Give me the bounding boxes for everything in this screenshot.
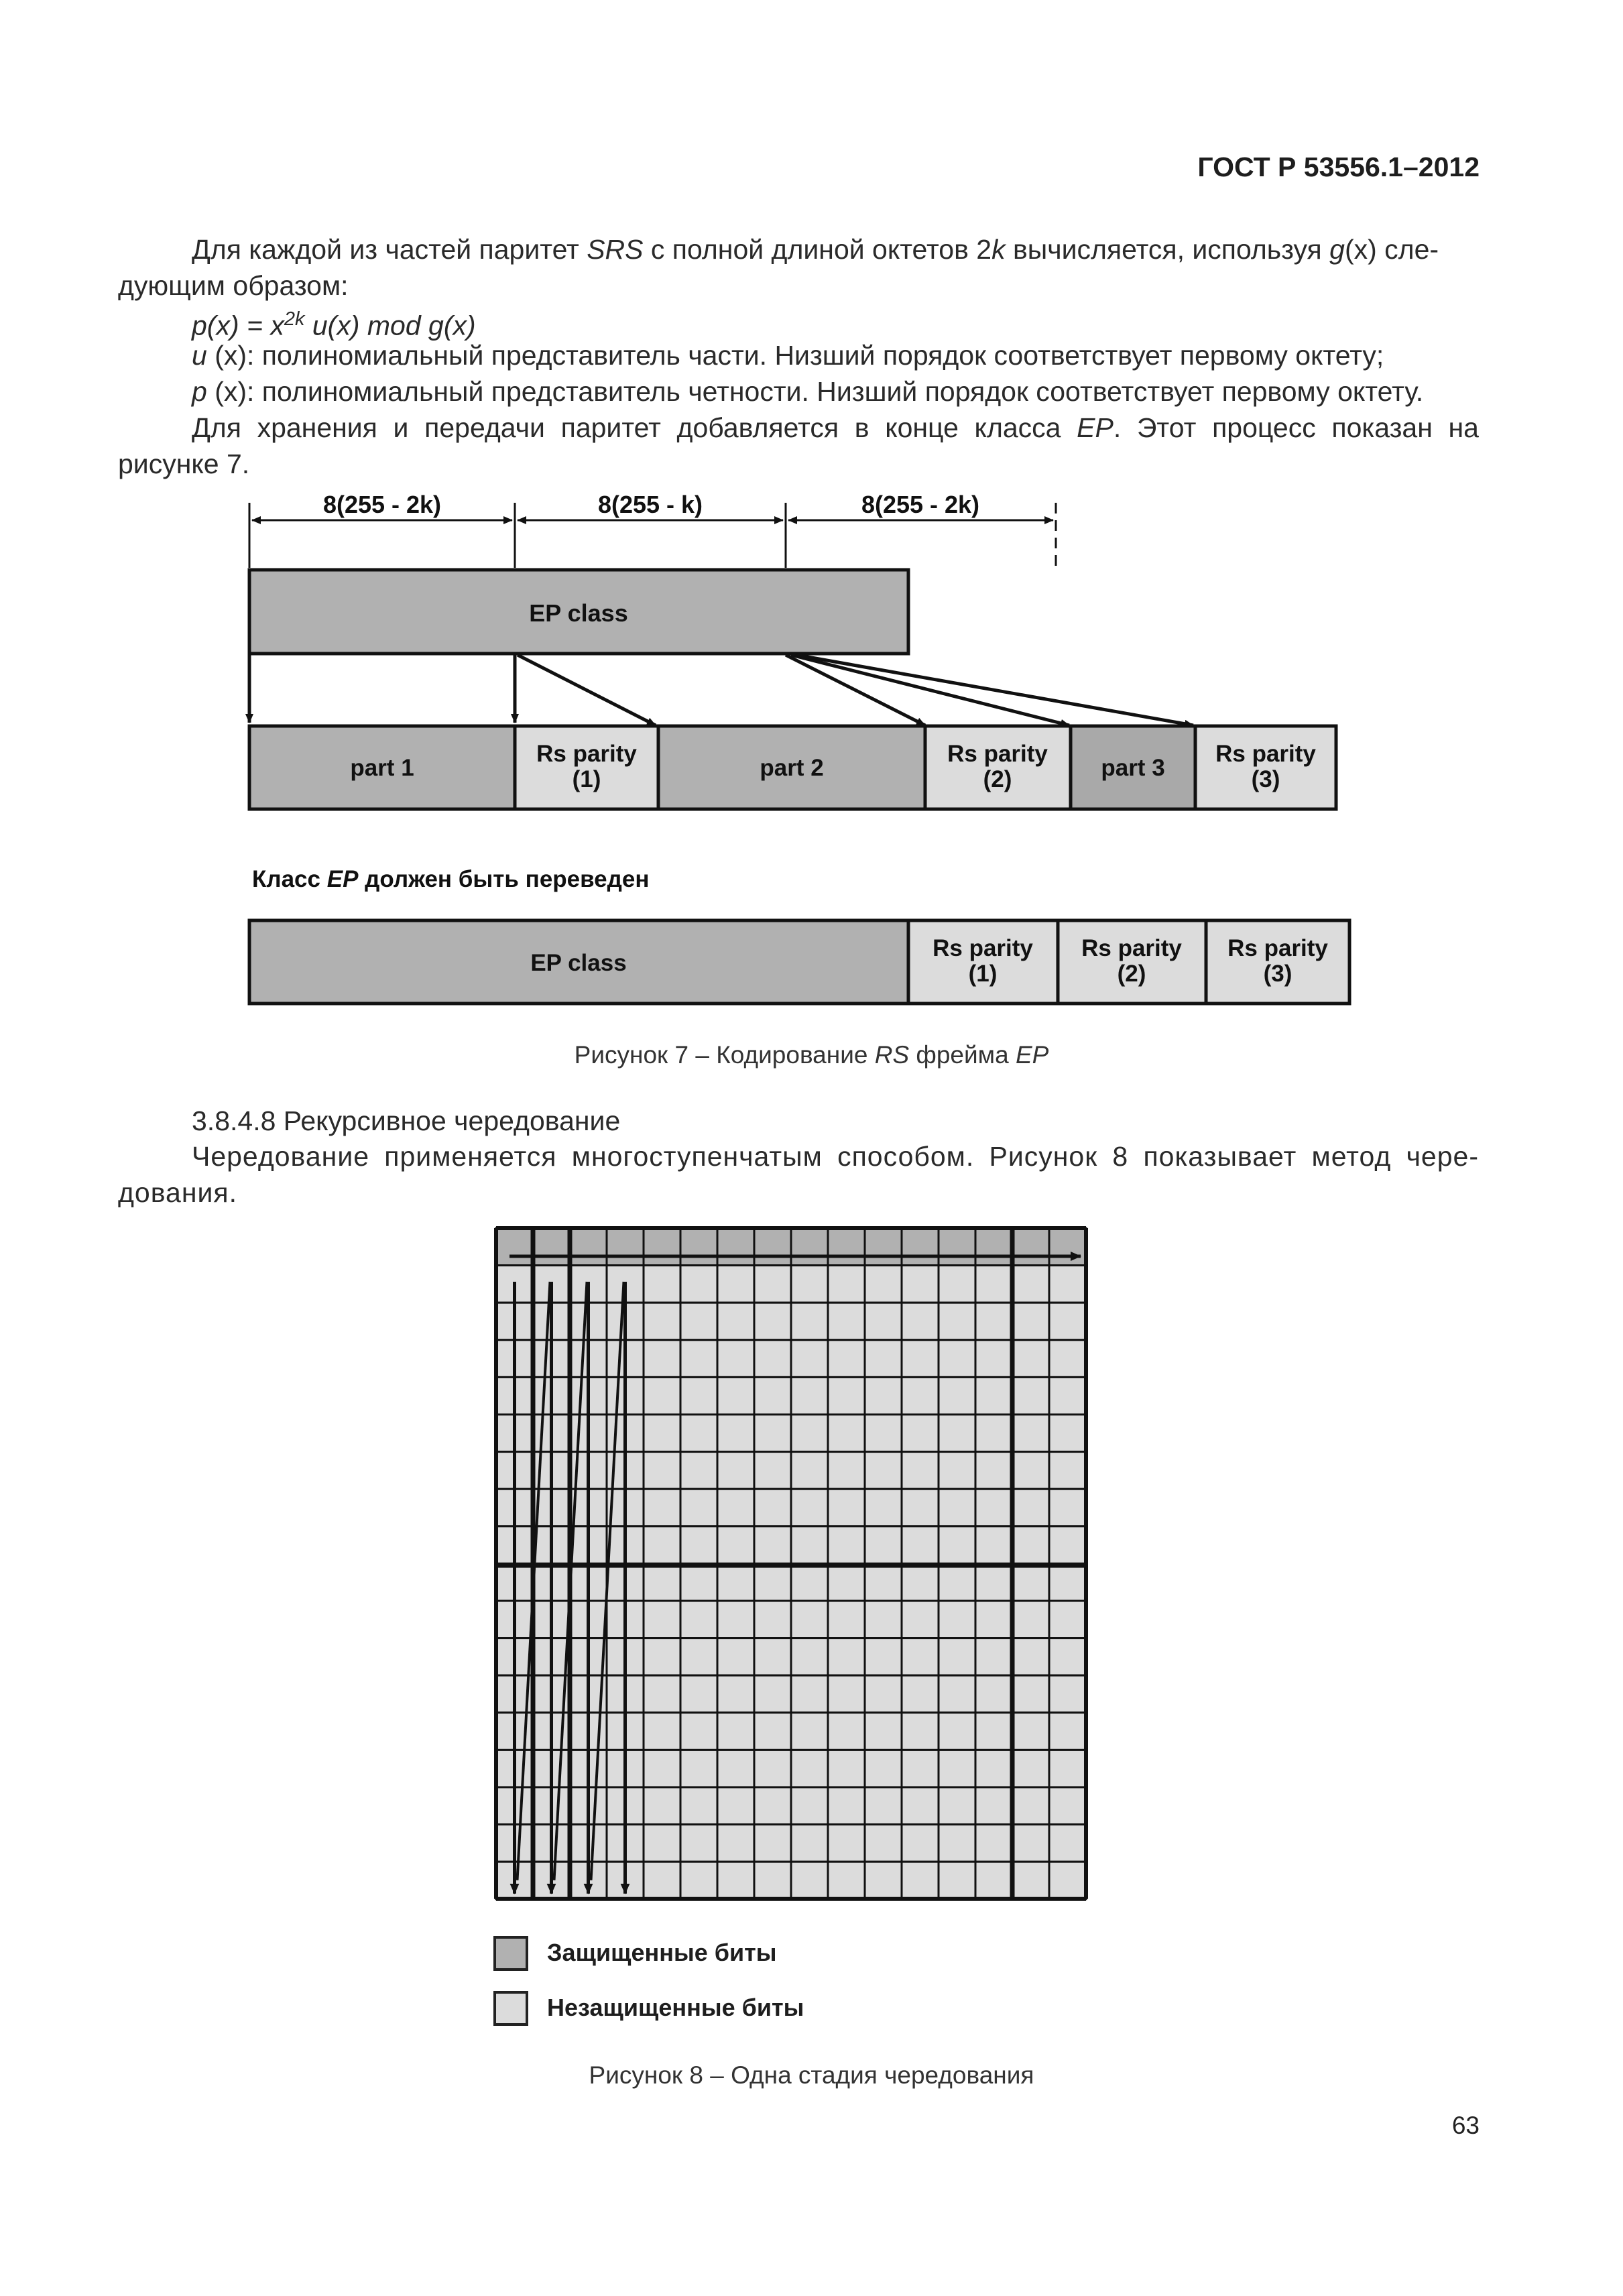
grid-cell xyxy=(1012,1266,1049,1303)
grid-cell xyxy=(902,1638,939,1676)
grid-cell xyxy=(865,1675,902,1713)
grid-cell xyxy=(865,1452,902,1490)
legend-unprotected-label: Незащищенные биты xyxy=(547,1994,804,2021)
caption-text: Рисунок 7 – Кодирование xyxy=(574,1041,875,1069)
grid-cell xyxy=(975,1862,1012,1899)
grid-cell xyxy=(754,1452,791,1490)
grid-cell xyxy=(828,1303,865,1340)
grid-cell xyxy=(865,1526,902,1564)
grid-cell xyxy=(1049,1750,1086,1787)
grid-cell xyxy=(1012,1377,1049,1414)
grid-cell xyxy=(1049,1862,1086,1899)
legend-protected-swatch xyxy=(493,1936,528,1971)
p-def-text: (x): полиномиальный представитель четности. Низший порядок соответствует первому октету. xyxy=(206,376,1424,407)
figure-7-diagram xyxy=(0,0,1623,1086)
grid-cell xyxy=(754,1489,791,1526)
ep-class-label: EP class xyxy=(529,599,628,627)
grid-cell xyxy=(902,1489,939,1526)
grid-cell xyxy=(975,1489,1012,1526)
grid-cell xyxy=(1012,1563,1049,1601)
grid-cell xyxy=(939,1563,975,1601)
section-text-line-2: дования. xyxy=(118,1177,237,1208)
grid-cell xyxy=(680,1862,717,1899)
grid-cell xyxy=(791,1414,828,1452)
grid-cell xyxy=(680,1750,717,1787)
grid-cell xyxy=(975,1228,1012,1266)
grid-cell xyxy=(1012,1526,1049,1564)
grid-cell xyxy=(975,1825,1012,1862)
intro-text: Для каждой из частей паритет xyxy=(192,234,587,265)
grid-cell xyxy=(1012,1303,1049,1340)
grid-cell xyxy=(975,1601,1012,1638)
grid-cell xyxy=(902,1340,939,1378)
grid-cell xyxy=(1049,1713,1086,1750)
grid-cell xyxy=(902,1228,939,1266)
intro-text: с полной длиной октетов 2 xyxy=(643,234,992,265)
grid-cell xyxy=(791,1675,828,1713)
grid-cell xyxy=(975,1452,1012,1490)
grid-cell xyxy=(717,1787,754,1825)
grid-cell xyxy=(717,1377,754,1414)
grid-cell xyxy=(1012,1489,1049,1526)
grid-cell xyxy=(644,1266,680,1303)
grid-cell xyxy=(828,1489,865,1526)
grid-cell xyxy=(828,1228,865,1266)
grid-cell xyxy=(975,1638,1012,1676)
intro-line-2: дующим образом: xyxy=(118,270,349,301)
ep-class-translated-label: EP class xyxy=(530,950,627,976)
grid-cell xyxy=(902,1601,939,1638)
rs-parity-2-translated-label-b: (2) xyxy=(1117,961,1146,987)
grid-cell xyxy=(828,1377,865,1414)
grid-cell xyxy=(717,1228,754,1266)
rs-parity-1-translated-label-b: (1) xyxy=(968,961,998,987)
grid-cell xyxy=(939,1862,975,1899)
intro-text: (x) xyxy=(1344,234,1377,265)
p-var: p xyxy=(192,376,207,407)
rs-parity-3-translated-label-b: (3) xyxy=(1263,961,1293,987)
grid-cell xyxy=(791,1563,828,1601)
grid-cell xyxy=(1049,1377,1086,1414)
grid-cell xyxy=(902,1675,939,1713)
grid-cell xyxy=(717,1825,754,1862)
grid-cell xyxy=(754,1825,791,1862)
formula-right: u(x) mod g(x) xyxy=(304,310,476,341)
grid-cell xyxy=(828,1563,865,1601)
grid-cell xyxy=(754,1675,791,1713)
grid-cell xyxy=(754,1303,791,1340)
grid-cell xyxy=(939,1750,975,1787)
grid-cell xyxy=(939,1489,975,1526)
grid-cell xyxy=(865,1750,902,1787)
grid-cell xyxy=(902,1377,939,1414)
grid-cell xyxy=(754,1377,791,1414)
grid-cell xyxy=(680,1228,717,1266)
grid-cell xyxy=(939,1713,975,1750)
grid-cell xyxy=(975,1340,1012,1378)
u-var: u xyxy=(192,340,207,371)
grid-cell xyxy=(1012,1452,1049,1490)
storage-line-2: рисунке 7. xyxy=(118,448,250,479)
rs-parity-2-label-b: (2) xyxy=(983,766,1012,792)
grid-cell xyxy=(1049,1228,1086,1266)
grid-cell xyxy=(1049,1638,1086,1676)
grid-cell xyxy=(939,1228,975,1266)
grid-cell xyxy=(828,1340,865,1378)
rs-parity-1-label-b: (1) xyxy=(572,766,601,792)
grid-cell xyxy=(644,1377,680,1414)
part-2-label: part 2 xyxy=(760,755,824,781)
grid-cell xyxy=(717,1452,754,1490)
grid-cell xyxy=(975,1414,1012,1452)
grid-cell xyxy=(975,1750,1012,1787)
grid-cell xyxy=(1012,1750,1049,1787)
grid-cell xyxy=(865,1825,902,1862)
grid-cell xyxy=(717,1414,754,1452)
grid-cell xyxy=(1012,1228,1049,1266)
grid-cell xyxy=(1012,1675,1049,1713)
grid-cell xyxy=(791,1266,828,1303)
grid-cell xyxy=(717,1526,754,1564)
formula-left: p(x) = x xyxy=(192,310,284,341)
grid-cell xyxy=(902,1787,939,1825)
grid-cell xyxy=(902,1862,939,1899)
grid-cell xyxy=(902,1713,939,1750)
srs-term: SRS xyxy=(587,234,644,265)
grid-cell xyxy=(1049,1489,1086,1526)
grid-cell xyxy=(865,1713,902,1750)
grid-cell xyxy=(717,1601,754,1638)
grid-cell xyxy=(791,1303,828,1340)
grid-cell xyxy=(1049,1787,1086,1825)
grid-cell xyxy=(754,1638,791,1676)
grid-cell xyxy=(1012,1414,1049,1452)
grid-cell xyxy=(902,1266,939,1303)
grid-cell xyxy=(644,1228,680,1266)
grid-cell xyxy=(680,1601,717,1638)
grid-cell xyxy=(902,1303,939,1340)
legend-protected-label: Защищенные биты xyxy=(547,1939,777,1966)
grid-cell xyxy=(754,1228,791,1266)
grid-cell xyxy=(939,1303,975,1340)
grid-cell xyxy=(680,1452,717,1490)
grid-cell xyxy=(865,1414,902,1452)
grid-cell xyxy=(496,1228,533,1266)
grid-cell xyxy=(680,1340,717,1378)
caption-text: фрейма xyxy=(909,1041,1016,1069)
grid-cell xyxy=(644,1303,680,1340)
grid-cell xyxy=(644,1638,680,1676)
legend-unprotected-swatch xyxy=(493,1991,528,2026)
grid-cell xyxy=(791,1787,828,1825)
grid-cell xyxy=(717,1340,754,1378)
grid-cell xyxy=(939,1452,975,1490)
grid-cell xyxy=(791,1713,828,1750)
grid-cell xyxy=(607,1228,644,1266)
grid-cell xyxy=(1012,1825,1049,1862)
translated-label: Класс EP должен быть переведен xyxy=(252,866,650,892)
grid-cell xyxy=(644,1452,680,1490)
grid-cell xyxy=(644,1750,680,1787)
grid-cell xyxy=(828,1266,865,1303)
grid-cell xyxy=(754,1862,791,1899)
grid-cell xyxy=(865,1377,902,1414)
grid-cell xyxy=(717,1266,754,1303)
grid-cell xyxy=(791,1526,828,1564)
grid-cell xyxy=(902,1526,939,1564)
grid-cell xyxy=(865,1638,902,1676)
grid-cell xyxy=(1012,1862,1049,1899)
grid-cell xyxy=(644,1563,680,1601)
grid-cell xyxy=(902,1750,939,1787)
grid-cell xyxy=(754,1563,791,1601)
grid-cell xyxy=(828,1825,865,1862)
grid-cell xyxy=(717,1303,754,1340)
grid-cell xyxy=(791,1228,828,1266)
grid-cell xyxy=(865,1862,902,1899)
rs-term: RS xyxy=(874,1041,910,1069)
grid-cell xyxy=(828,1452,865,1490)
dimension-label-2: 8(255 - k) xyxy=(597,491,703,518)
page-number: 63 xyxy=(1451,2112,1480,2139)
grid-cell xyxy=(644,1713,680,1750)
dimension-label-3: 8(255 - 2k) xyxy=(861,491,980,518)
grid-cell xyxy=(680,1675,717,1713)
grid-cell xyxy=(975,1713,1012,1750)
grid-cell xyxy=(828,1638,865,1676)
grid-cell xyxy=(644,1340,680,1378)
grid-cell xyxy=(865,1228,902,1266)
rs-parity-3-label-a: Rs parity xyxy=(1215,741,1316,767)
grid-cell xyxy=(791,1340,828,1378)
grid-cell xyxy=(754,1750,791,1787)
grid-cell xyxy=(902,1825,939,1862)
grid-cell xyxy=(680,1303,717,1340)
grid-cell xyxy=(754,1414,791,1452)
grid-cell xyxy=(975,1787,1012,1825)
grid-cell xyxy=(865,1266,902,1303)
grid-cell xyxy=(1049,1526,1086,1564)
grid-cell xyxy=(939,1377,975,1414)
section-text-line-1: Чередование применяется многоступенчатым способом. Рисунок 8 показывает метод чере- xyxy=(192,1141,1479,1172)
grid-cell xyxy=(754,1713,791,1750)
grid-cell xyxy=(939,1601,975,1638)
grid-cell xyxy=(975,1266,1012,1303)
grid-cell xyxy=(791,1601,828,1638)
rs-parity-3-label-b: (3) xyxy=(1251,766,1280,792)
grid-cell xyxy=(791,1825,828,1862)
grid-cell xyxy=(865,1787,902,1825)
grid-cell xyxy=(680,1787,717,1825)
grid-cell xyxy=(533,1228,570,1266)
grid-cell xyxy=(1049,1452,1086,1490)
grid-cell xyxy=(865,1340,902,1378)
grid-cell xyxy=(680,1563,717,1601)
grid-cell xyxy=(644,1526,680,1564)
grid-cell xyxy=(644,1489,680,1526)
grid-cell xyxy=(975,1303,1012,1340)
grid-cell xyxy=(680,1377,717,1414)
ep-term: EP xyxy=(1015,1041,1049,1069)
grid-cell xyxy=(1012,1601,1049,1638)
grid-cell xyxy=(939,1825,975,1862)
grid-cell xyxy=(1049,1563,1086,1601)
rs-parity-1-label-a: Rs parity xyxy=(536,741,637,767)
figure-8-interleaving-grid xyxy=(0,1207,1623,1944)
grid-cell xyxy=(939,1414,975,1452)
grid-cell xyxy=(754,1340,791,1378)
grid-cell xyxy=(644,1825,680,1862)
grid-cell xyxy=(754,1266,791,1303)
storage-text: . Этот процесс показан на xyxy=(1113,412,1479,443)
grid-cell xyxy=(1049,1414,1086,1452)
grid-cell xyxy=(680,1526,717,1564)
section-heading: 3.8.4.8 Рекурсивное чередование xyxy=(192,1105,621,1136)
grid-cell xyxy=(902,1452,939,1490)
grid-cell xyxy=(644,1862,680,1899)
figure-8-caption: Рисунок 8 – Одна стадия чередования xyxy=(589,2061,1034,2089)
grid-cell xyxy=(865,1563,902,1601)
figure-7-caption xyxy=(0,1041,1623,1069)
grid-cell xyxy=(717,1489,754,1526)
grid-cell xyxy=(828,1675,865,1713)
grid-cell xyxy=(1012,1340,1049,1378)
grid-cell xyxy=(939,1266,975,1303)
grid-cell xyxy=(1049,1340,1086,1378)
grid-cell xyxy=(865,1489,902,1526)
grid-cell xyxy=(1012,1638,1049,1676)
grid-cell xyxy=(939,1675,975,1713)
document-standard-number: ГОСТ Р 53556.1–2012 xyxy=(1197,152,1480,182)
grid-cell xyxy=(680,1713,717,1750)
grid-cell xyxy=(680,1638,717,1676)
grid-cell xyxy=(717,1750,754,1787)
grid-cell xyxy=(865,1303,902,1340)
grid-cell xyxy=(680,1825,717,1862)
grid-cell xyxy=(828,1414,865,1452)
grid-cell xyxy=(791,1377,828,1414)
grid-cell xyxy=(680,1489,717,1526)
grid-cell xyxy=(717,1563,754,1601)
grid-cell xyxy=(1049,1825,1086,1862)
g-var: g xyxy=(1329,234,1345,265)
intro-text: сле- xyxy=(1376,234,1439,265)
grid-cell xyxy=(1012,1787,1049,1825)
grid-cell xyxy=(975,1675,1012,1713)
grid-cell xyxy=(754,1601,791,1638)
u-def-text: (x): полиномиальный представитель части. Низший порядок соответствует первому октету; xyxy=(206,340,1384,371)
k-var: k xyxy=(991,234,1006,265)
grid-cell xyxy=(1012,1713,1049,1750)
storage-text: Для хранения и передачи паритет добавляется в конце класса xyxy=(192,412,1077,443)
grid-cell xyxy=(975,1377,1012,1414)
grid-cell xyxy=(791,1638,828,1676)
grid-cell xyxy=(939,1787,975,1825)
rs-parity-1-translated-label-a: Rs parity xyxy=(933,935,1033,961)
grid-cell xyxy=(975,1526,1012,1564)
grid-cell xyxy=(939,1340,975,1378)
rs-parity-2-label-a: Rs parity xyxy=(947,741,1048,767)
grid-cell xyxy=(1049,1675,1086,1713)
grid-cell xyxy=(1049,1266,1086,1303)
grid-cell xyxy=(828,1787,865,1825)
grid-cell xyxy=(828,1601,865,1638)
grid-cell xyxy=(791,1750,828,1787)
grid-cell xyxy=(754,1787,791,1825)
part-1-label: part 1 xyxy=(350,755,414,781)
grid-cell xyxy=(644,1414,680,1452)
formula-exponent: 2k xyxy=(284,308,305,330)
grid-cell xyxy=(717,1675,754,1713)
grid-cell xyxy=(865,1601,902,1638)
grid-cell xyxy=(828,1750,865,1787)
grid-cell xyxy=(680,1414,717,1452)
grid-cell xyxy=(680,1266,717,1303)
grid-cell xyxy=(1049,1601,1086,1638)
rs-parity-3-translated-label-a: Rs parity xyxy=(1227,935,1328,961)
rs-parity-2-translated-label-a: Rs parity xyxy=(1081,935,1182,961)
grid-cell xyxy=(828,1713,865,1750)
grid-cell xyxy=(902,1414,939,1452)
grid-cell xyxy=(1049,1303,1086,1340)
grid-cell xyxy=(717,1638,754,1676)
grid-cell xyxy=(939,1526,975,1564)
encoding-arrows xyxy=(249,654,1193,725)
intro-text: вычисляется, используя xyxy=(1005,234,1330,265)
grid-cell xyxy=(644,1675,680,1713)
grid-cell xyxy=(828,1862,865,1899)
grid-cell xyxy=(717,1713,754,1750)
grid-cell xyxy=(754,1526,791,1564)
grid-cell xyxy=(791,1452,828,1490)
grid-cell xyxy=(644,1787,680,1825)
grid-cell xyxy=(717,1862,754,1899)
dimension-label-1: 8(255 - 2k) xyxy=(322,491,442,518)
grid-cell xyxy=(939,1638,975,1676)
grid-cell xyxy=(828,1526,865,1564)
grid-cell xyxy=(791,1489,828,1526)
grid-cell xyxy=(975,1563,1012,1601)
grid-cell xyxy=(644,1601,680,1638)
grid-cell xyxy=(791,1862,828,1899)
grid-cell xyxy=(902,1563,939,1601)
grid-cell xyxy=(570,1228,607,1266)
part-3-label: part 3 xyxy=(1101,755,1165,781)
ep-term: EP xyxy=(1077,412,1114,443)
